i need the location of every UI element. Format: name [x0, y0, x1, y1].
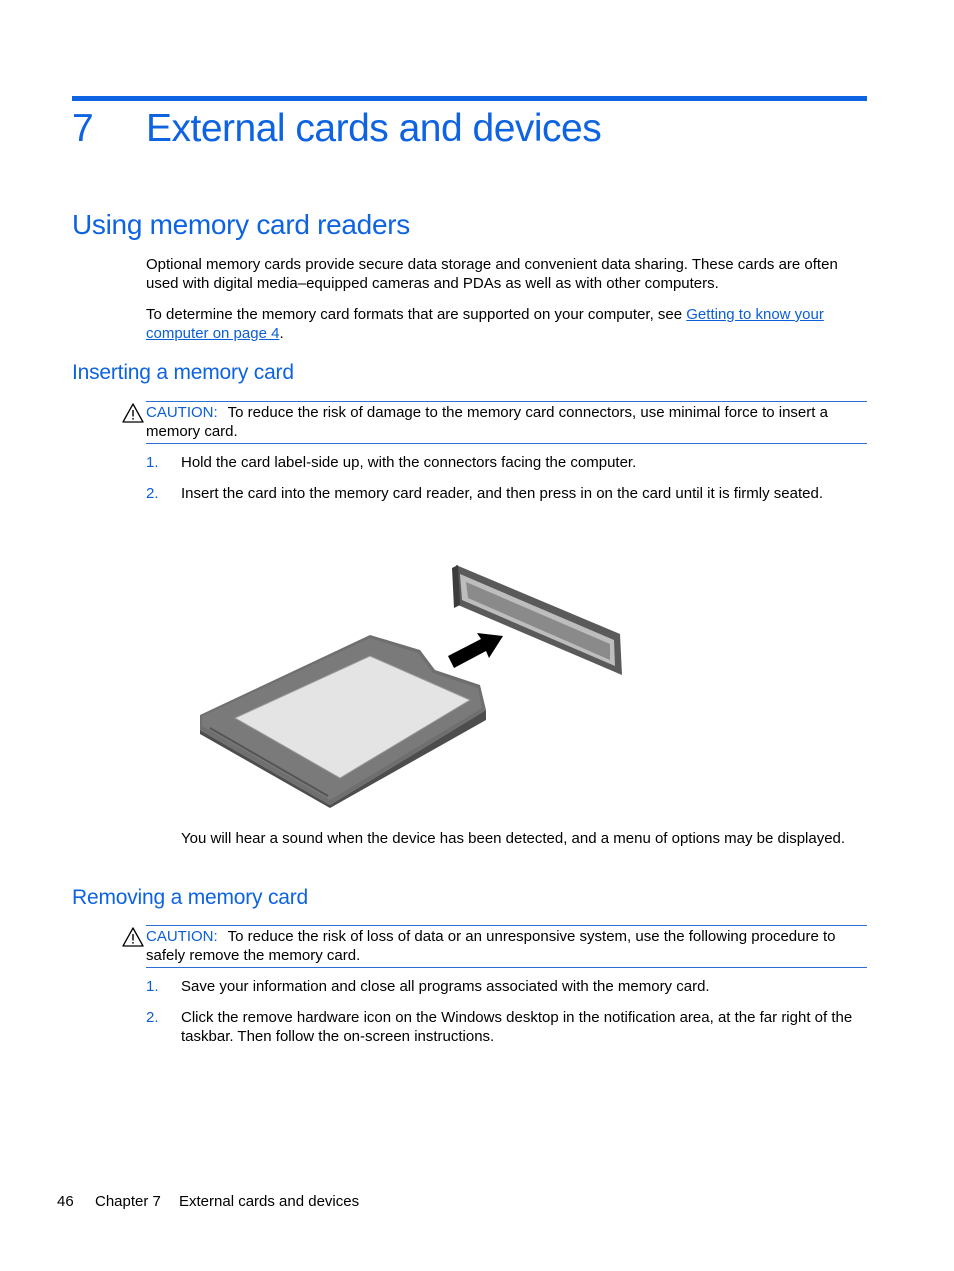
intro-paragraph-2: [146, 305, 858, 343]
page-number: 46: [57, 1193, 74, 1210]
memory-card-illustration: [190, 560, 630, 810]
intro-paragraph-1: Optional memory cards provide secure data storage and convenient data sharing. These cards are often used with digital media–equipped cameras and PDAs as well as with other computers.: [146, 256, 838, 292]
insert-arrow-icon: [448, 633, 503, 668]
caution-text: To reduce the risk of damage to the memory card connectors, use minimal force to insert a memory card.: [146, 404, 828, 440]
warning-icon: [122, 927, 144, 947]
chapter-number: 7: [72, 107, 94, 150]
intro-paragraph-2-prefix: To determine the memory card formats that are supported on your computer, see: [146, 306, 687, 323]
memory-card: [200, 635, 486, 808]
inserting-title: Inserting a memory card: [72, 361, 294, 384]
chapter-rule: [72, 96, 867, 101]
inserting-result-text: You will hear a sound when the device has been detected, and a menu of options may be displayed.: [181, 830, 846, 847]
step-text: Click the remove hardware icon on the Windows desktop in the notification area, at the far right of the taskbar. Then follow the on-screen instructions.: [181, 1009, 853, 1045]
step-number: 1.: [146, 454, 159, 471]
step-text: Hold the card label-side up, with the connectors facing the computer.: [181, 454, 637, 471]
chapter-title: External cards and devices: [146, 107, 602, 150]
step-text: Save your information and close all programs associated with the memory card.: [181, 978, 710, 995]
warning-icon: [122, 403, 144, 423]
step-number: 2.: [146, 1009, 159, 1026]
step-text: Insert the card into the memory card reader, and then press in on the card until it is firmly seated.: [181, 485, 823, 502]
footer-chapter-label: Chapter 7: [95, 1193, 161, 1210]
getting-to-know-link[interactable]: Getting to know your computer on page 4: [146, 306, 824, 342]
removing-title: Removing a memory card: [72, 886, 309, 909]
caution-label: CAUTION:: [146, 404, 218, 421]
footer-chapter-title: External cards and devices: [179, 1193, 360, 1210]
caution-label: CAUTION:: [146, 928, 218, 945]
intro-paragraph-2-suffix: .: [279, 325, 284, 342]
step-number: 1.: [146, 978, 159, 995]
card-reader-slot: [452, 565, 622, 675]
inserting-caution: [146, 401, 867, 444]
section-title: Using memory card readers: [72, 209, 410, 240]
caution-text: To reduce the risk of loss of data or an unresponsive system, use the following procedure to safely remove the memory card.: [146, 928, 836, 964]
removing-caution: [146, 925, 867, 968]
step-number: 2.: [146, 485, 159, 502]
